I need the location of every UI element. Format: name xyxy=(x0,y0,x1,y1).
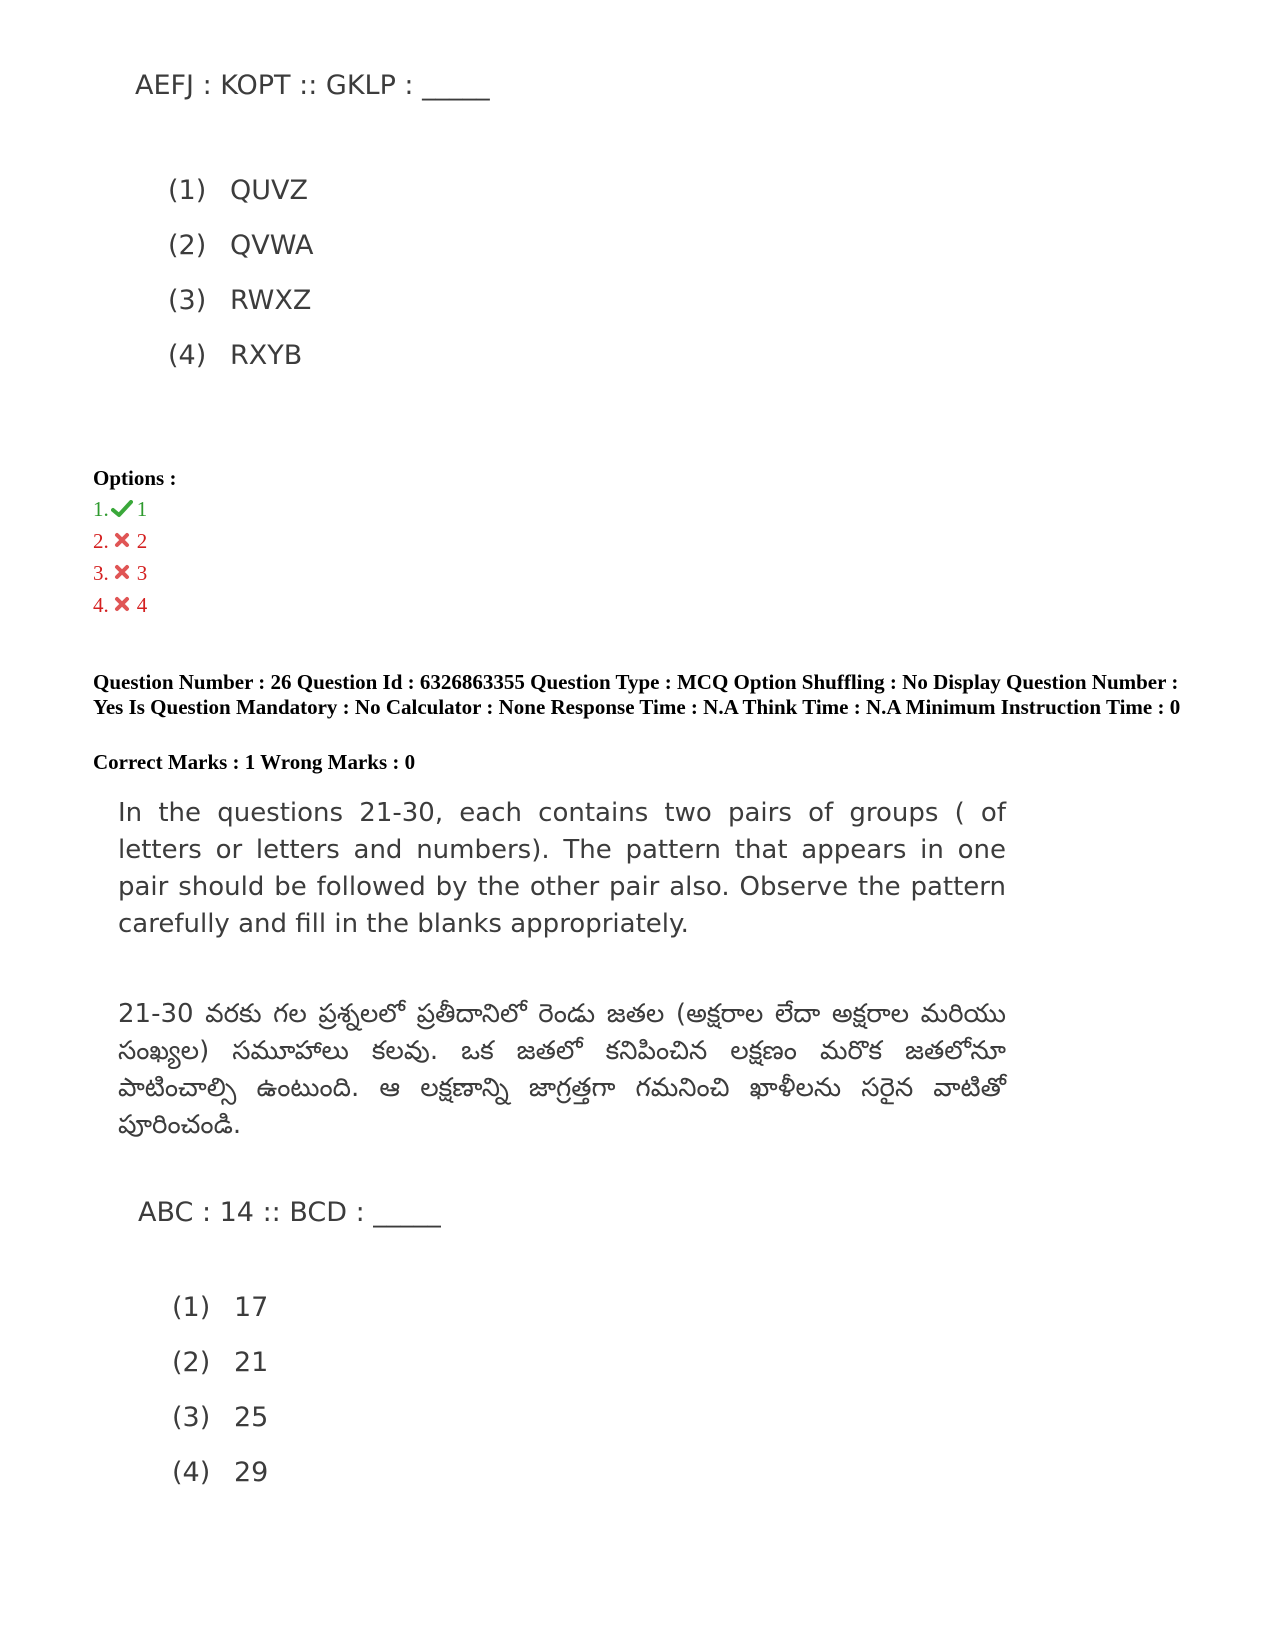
option-value: 4 xyxy=(136,593,148,617)
option-value: 3 xyxy=(136,561,148,585)
choice-number: (3) xyxy=(168,285,207,316)
choice-item xyxy=(172,1347,268,1378)
cross-icon xyxy=(111,564,133,582)
choice-text: QVWA xyxy=(230,230,314,261)
instructions-telugu: 21-30 వరకు గల ప్రశ్నలలో ప్రతీదానిలో రెండు జతల (అక్షరాల లేదా అక్షరాల మరియు సంఖ్యల) సమూహాలు కలవు. ఒక జతలో కనిపించిన లక్షణం మరొక జతలోనూ పాటించాల్సి ఉంటుంది. ఆ లక్షణాన్ని జాగ్రత్తగా గమనించి ఖాళీలను సరైన వాటితో పూరించండి. xyxy=(118,999,1006,1140)
question-stem: AEFJ : KOPT :: GKLP : _____ xyxy=(135,70,490,101)
choice-number: (3) xyxy=(172,1402,211,1433)
choice-number: (1) xyxy=(172,1292,211,1323)
options-label: Options : xyxy=(93,466,177,490)
question-meta: Question Number : 26 Question Id : 6326863355 Question Type : MCQ Option Shuffling : No Display Question Number : Yes Is Question Mandatory : No Calculator : None Response Time : N.A Think Time : N.A Minimum Instruction Time : 0 xyxy=(93,670,1181,719)
choice-item xyxy=(172,1402,268,1433)
option-row xyxy=(93,593,147,618)
choice-text: 17 xyxy=(234,1292,269,1323)
choice-item xyxy=(172,1457,268,1488)
option-value: 2 xyxy=(136,529,148,553)
choice-item xyxy=(168,340,302,371)
cross-icon xyxy=(111,532,133,550)
marks-line: Correct Marks : 1 Wrong Marks : 0 xyxy=(93,750,416,774)
option-index: 4. xyxy=(93,593,109,617)
option-index: 1. xyxy=(93,497,109,521)
option-row xyxy=(93,497,147,522)
choice-text: 29 xyxy=(234,1457,269,1488)
choice-text: RWXZ xyxy=(230,285,312,316)
choice-number: (4) xyxy=(172,1457,211,1488)
choice-item xyxy=(168,230,313,261)
choice-number: (4) xyxy=(168,340,207,371)
choice-item xyxy=(168,175,308,206)
option-value: 1 xyxy=(136,497,148,521)
option-index: 2. xyxy=(93,529,109,553)
choice-number: (1) xyxy=(168,175,207,206)
check-icon xyxy=(111,500,133,518)
choice-text: RXYB xyxy=(230,340,303,371)
choice-text: 21 xyxy=(234,1347,269,1378)
choice-item xyxy=(168,285,311,316)
question-stem: ABC : 14 :: BCD : _____ xyxy=(138,1197,441,1228)
option-index: 3. xyxy=(93,561,109,585)
choice-item xyxy=(172,1292,268,1323)
choice-number: (2) xyxy=(172,1347,211,1378)
option-row xyxy=(93,529,147,554)
choice-text: 25 xyxy=(234,1402,269,1433)
option-row xyxy=(93,561,147,586)
instructions-english: In the questions 21-30, each contains two pairs of groups ( of letters or letters and numbers). The pattern that appears in one pair should be followed by the other pair also. Observe the pattern carefully and fill in the blanks appropriately. xyxy=(118,798,1006,939)
choice-text: QUVZ xyxy=(230,175,308,206)
cross-icon xyxy=(111,596,133,614)
choice-number: (2) xyxy=(168,230,207,261)
